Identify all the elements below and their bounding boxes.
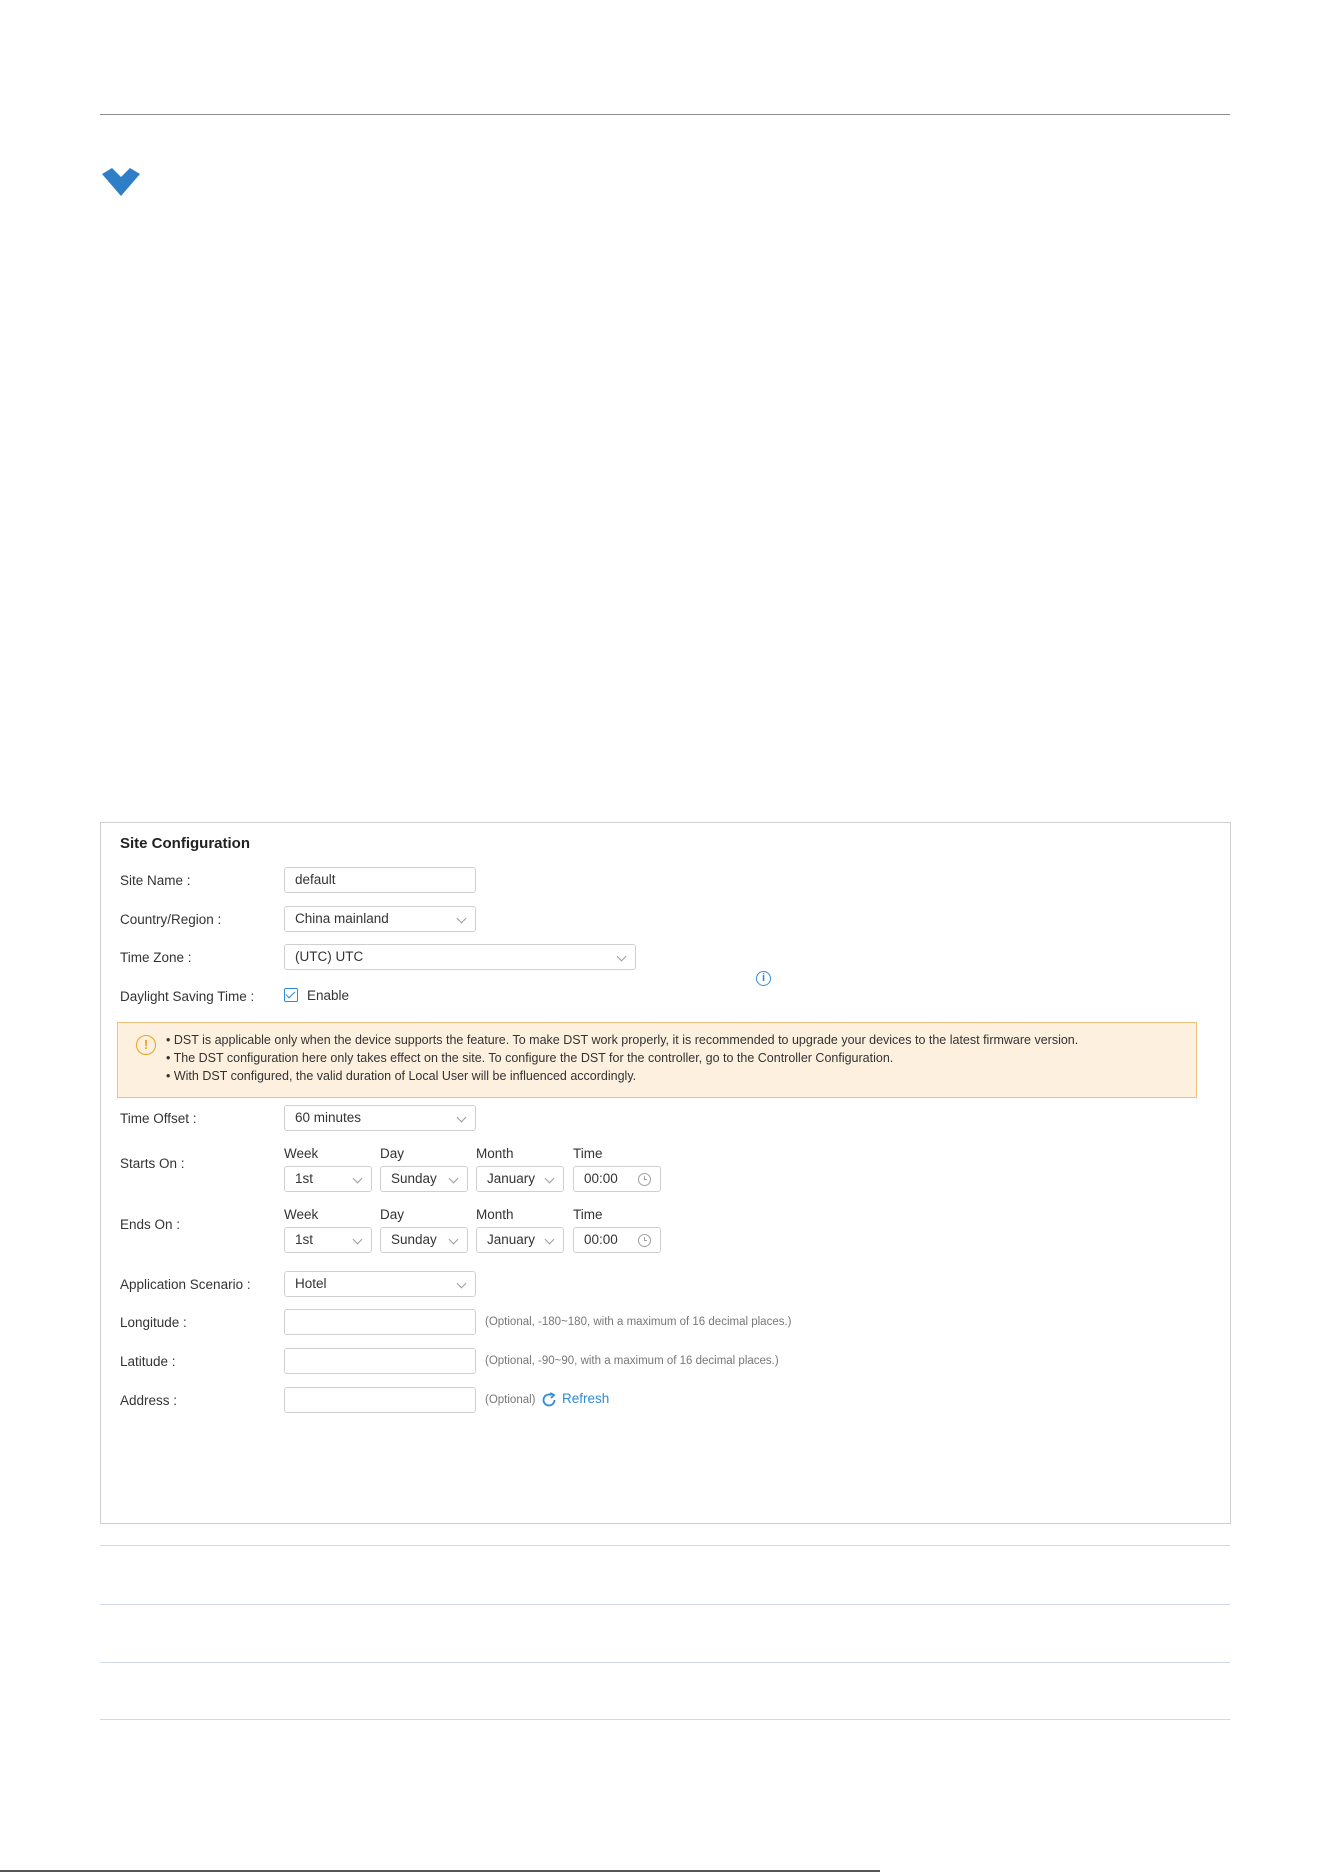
time-offset-select[interactable]: 60 minutes — [284, 1105, 476, 1131]
dst-enable-label: Enable — [307, 988, 350, 1003]
refresh-icon[interactable] — [541, 1392, 557, 1408]
ends-day-select[interactable]: Sunday — [380, 1227, 468, 1253]
ends-time-input[interactable]: 00:00 — [573, 1227, 661, 1253]
starts-week-select[interactable]: 1st — [284, 1166, 372, 1192]
starts-month-select[interactable]: January — [476, 1166, 564, 1192]
application-scenario-label: Application Scenario : — [120, 1277, 251, 1292]
starts-day-header: Day — [380, 1146, 405, 1161]
time-zone-label: Time Zone : — [120, 950, 192, 965]
starts-week-header: Week — [284, 1146, 319, 1161]
time-offset-label: Time Offset : — [120, 1111, 197, 1126]
latitude-hint: (Optional, -90~90, with a maximum of 16 decimal places.) — [485, 1355, 779, 1367]
address-hint: (Optional) — [485, 1394, 536, 1406]
ends-week-header: Week — [284, 1207, 319, 1222]
starts-day-select[interactable]: Sunday — [380, 1166, 468, 1192]
starts-on-label: Starts On : — [120, 1156, 185, 1171]
clock-icon — [638, 1173, 651, 1186]
divider — [100, 1662, 1230, 1663]
starts-time-input[interactable]: 00:00 — [573, 1166, 661, 1192]
divider — [100, 1719, 1230, 1720]
ends-day-header: Day — [380, 1207, 405, 1222]
panel-title: Site Configuration — [120, 835, 250, 852]
longitude-hint: (Optional, -180~180, with a maximum of 16 decimal places.) — [485, 1316, 792, 1328]
divider — [100, 1545, 1230, 1546]
ends-on-label: Ends On : — [120, 1217, 181, 1232]
ends-month-header: Month — [476, 1207, 514, 1222]
notice-line-1: • DST is applicable only when the device supports the feature. To make DST work properly, it is recommended to upgrade your devices to the latest firmware version. — [166, 1033, 1079, 1047]
top-divider — [100, 114, 1230, 115]
ends-week-select[interactable]: 1st — [284, 1227, 372, 1253]
ends-month-select[interactable]: January — [476, 1227, 564, 1253]
warning-icon: ! — [136, 1035, 156, 1055]
dst-label: Daylight Saving Time : — [120, 989, 255, 1004]
dst-notice — [117, 1022, 1197, 1098]
longitude-input[interactable] — [284, 1309, 476, 1335]
application-scenario-select[interactable]: Hotel — [284, 1271, 476, 1297]
notice-line-3: • With DST configured, the valid duration of Local User will be influenced accordingly. — [166, 1069, 637, 1083]
longitude-label: Longitude : — [120, 1315, 187, 1330]
clock-icon — [638, 1234, 651, 1247]
latitude-input[interactable] — [284, 1348, 476, 1374]
address-label: Address : — [120, 1393, 178, 1408]
country-region-select[interactable]: China mainland — [284, 906, 476, 932]
starts-month-header: Month — [476, 1146, 514, 1161]
ends-time-header: Time — [573, 1207, 603, 1222]
site-configuration-panel — [100, 822, 1231, 1524]
site-name-input[interactable]: default — [284, 867, 476, 893]
starts-time-header: Time — [573, 1146, 603, 1161]
refresh-link[interactable]: Refresh — [562, 1391, 610, 1406]
site-name-label: Site Name : — [120, 873, 191, 888]
dst-enable-checkbox[interactable] — [284, 988, 298, 1002]
latitude-label: Latitude : — [120, 1354, 176, 1369]
chevron-down-icon — [100, 168, 142, 198]
address-input[interactable] — [284, 1387, 476, 1413]
country-region-label: Country/Region : — [120, 912, 222, 927]
notice-line-2: • The DST configuration here only takes effect on the site. To configure the DST for the controller, go to the Controller Configuration. — [166, 1051, 894, 1065]
divider — [100, 1604, 1230, 1605]
info-icon[interactable]: i — [756, 971, 771, 986]
time-zone-select[interactable]: (UTC) UTC — [284, 944, 636, 970]
